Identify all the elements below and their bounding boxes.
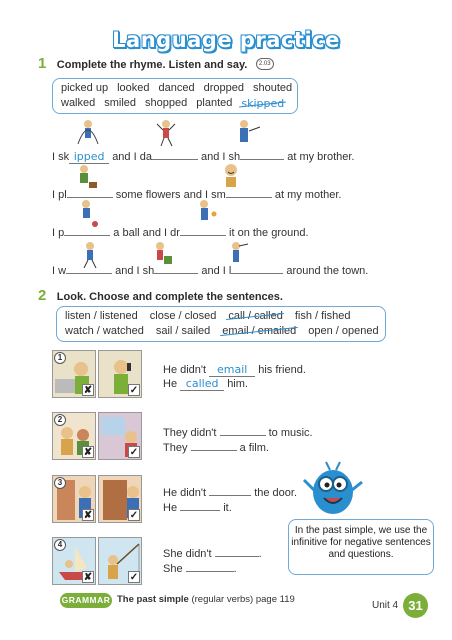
grammar-tip-bubble: In the past simple, we use the infinitive for negative sentences and questions. (288, 519, 434, 575)
rhyme-line-1 (52, 150, 354, 164)
line-text: She didn't (163, 548, 212, 560)
line-text: to music. (268, 427, 313, 439)
grammar-label: GRAMMAR (60, 593, 112, 608)
line-text: the door. (254, 487, 298, 499)
exercise-instruction: Look. Choose and complete the sentences. (56, 291, 283, 303)
word-item: listen / listened (65, 310, 138, 322)
item-number: 1 (54, 352, 66, 364)
line-text: and I sh (115, 265, 155, 277)
line-text: I p (52, 227, 65, 239)
line-text: a ball and I dr (113, 227, 180, 239)
line-text: it. (223, 502, 232, 514)
word-item: fish / fished (294, 310, 351, 322)
picture-panel-right (98, 475, 142, 523)
answer-blank[interactable] (66, 264, 112, 274)
tick-mark: ✓ (129, 572, 139, 583)
line-text: . (233, 563, 237, 575)
sentence-1b (163, 377, 248, 391)
answer-blank[interactable]: ipped (69, 150, 109, 164)
answer-blank[interactable] (152, 150, 198, 160)
line-text: He (163, 502, 178, 514)
line-text: some flowers and I sm (115, 189, 226, 201)
line-text: I pl (52, 189, 67, 201)
answer-blank[interactable] (240, 150, 284, 160)
exercise-2-header (38, 287, 283, 305)
word-row (61, 97, 289, 110)
shouting-figure-icon (232, 118, 262, 148)
exercise-number: 2 (38, 287, 47, 304)
picture-panel-right (98, 350, 142, 398)
answer-blank[interactable] (220, 426, 266, 436)
answer-blank[interactable] (186, 562, 234, 572)
line-text: around the town. (286, 265, 369, 277)
word-item: open / opened (308, 325, 379, 337)
line-text: and I da (112, 151, 152, 163)
grammar-page-ref: (regular verbs) page 119 (191, 594, 295, 605)
line-text: They didn't (163, 427, 217, 439)
line-text: a film. (239, 442, 269, 454)
word-item: danced (158, 82, 195, 94)
answer-blank[interactable] (180, 226, 226, 236)
word-item: sail / sailed (155, 325, 211, 337)
blue-mascot-icon (302, 460, 364, 522)
line-text: He didn't (163, 487, 207, 499)
page-title: Language practice (112, 28, 340, 52)
picture-panel-right (98, 537, 142, 585)
line-text: him. (227, 378, 248, 390)
answer-blank[interactable] (226, 188, 272, 198)
dropping-figure-icon (194, 198, 220, 228)
cross-mark: ✘ (83, 385, 93, 396)
line-text: He (163, 378, 178, 390)
rhyme-line-2 (52, 188, 342, 201)
page-number: 31 (403, 593, 428, 618)
answer-blank[interactable]: email (209, 363, 255, 377)
dancing-figure-icon (154, 118, 178, 148)
planting-figure-icon (74, 164, 100, 190)
word-item: smiled (104, 97, 137, 109)
word-item: close / closed (149, 310, 217, 322)
line-text: She (163, 563, 183, 575)
answer-blank[interactable] (180, 501, 220, 511)
word-row (61, 82, 293, 94)
line-text: and I l (201, 265, 232, 277)
word-box-2 (56, 306, 386, 342)
word-row (65, 325, 377, 337)
exercise-1-header (38, 55, 274, 73)
picture-panel-right (98, 412, 142, 460)
skipping-figure-icon (76, 118, 100, 148)
line-text: and I sh (201, 151, 241, 163)
sentence-4a (163, 547, 262, 560)
line-text: at my mother. (274, 189, 342, 201)
picking-up-figure-icon (76, 198, 100, 228)
line-text: it on the ground. (229, 227, 309, 239)
grammar-topic: The past simple (117, 594, 189, 605)
answer-blank[interactable] (231, 264, 283, 274)
crossed-word: skipped (241, 97, 285, 110)
word-item: looked (117, 82, 150, 94)
exercise-number: 1 (38, 55, 47, 72)
smiling-figure-icon (218, 162, 244, 190)
tick-mark: ✓ (129, 385, 139, 396)
word-item: watch / watched (65, 325, 144, 337)
cross-mark: ✘ (83, 572, 93, 583)
word-item: picked up (61, 82, 109, 94)
tick-mark: ✓ (129, 447, 139, 458)
unit-label: Unit 4 (372, 600, 399, 611)
line-text: I sk (52, 151, 70, 163)
sentence-1a (163, 363, 306, 377)
line-text: They (163, 442, 188, 454)
line-text: . (258, 548, 262, 560)
sentence-4b (163, 562, 237, 575)
cross-mark: ✘ (83, 510, 93, 521)
grammar-reference[interactable] (117, 594, 295, 605)
line-text: I w (52, 265, 67, 277)
answer-blank[interactable] (154, 264, 198, 274)
answer-blank[interactable] (67, 188, 113, 198)
word-item: planted (196, 97, 233, 109)
word-item: shopped (145, 97, 188, 109)
audio-cd-icon[interactable]: 2.03 (256, 58, 274, 70)
line-text: his friend. (258, 364, 306, 376)
word-item: dropped (203, 82, 244, 94)
answer-blank[interactable] (64, 226, 110, 236)
exercise-instruction: Complete the rhyme. Listen and say. (56, 59, 248, 71)
answer-blank[interactable] (209, 486, 251, 496)
word-row (65, 310, 377, 322)
sentence-3a (163, 486, 297, 499)
word-item: walked (61, 97, 96, 109)
sentence-2b (163, 441, 269, 454)
sentence-2a (163, 426, 313, 439)
cross-mark: ✘ (83, 447, 93, 458)
answer-blank[interactable] (215, 547, 259, 557)
tick-mark: ✓ (129, 510, 139, 521)
answer-blank[interactable] (191, 441, 237, 451)
line-text: at my brother. (287, 151, 355, 163)
item-number: 2 (54, 414, 66, 426)
sentence-3b (163, 501, 232, 514)
rhyme-line-3 (52, 226, 309, 239)
answer-blank[interactable]: called (180, 377, 224, 391)
rhyme-line-4 (52, 264, 368, 277)
item-number: 4 (54, 539, 66, 551)
item-number: 3 (54, 477, 66, 489)
line-text: He didn't (163, 364, 207, 376)
word-item: shouted (252, 82, 293, 94)
word-box-1 (52, 78, 298, 114)
crossed-word: email / emailed (222, 325, 297, 337)
crossed-word: call / called (228, 310, 283, 322)
